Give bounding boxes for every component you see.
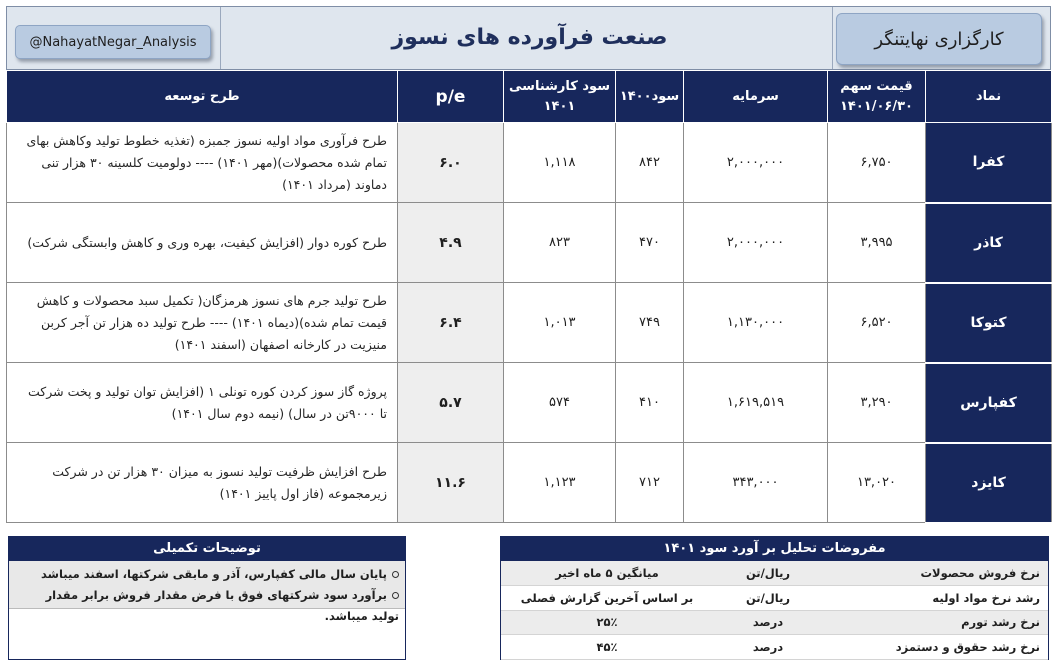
cell-expert-profit1401: ۵۷۴ (504, 363, 616, 443)
cell-expansion: طرح فرآوری مواد اولیه نسوز جمبزه (تغذیه خطوط تولید وکاهش بهای تمام شده محصولات)(مهر ۱۴۰۱) ---- دولومیت کلسینه ۳۰ هزار تنی دماوند (مرداد ۱۴۰۱) (7, 123, 398, 203)
cell-pe: ۴.۹ (398, 203, 504, 283)
assumption-unit: درصد (713, 610, 823, 635)
cell-profit1400: ۴۱۰ (616, 363, 684, 443)
cell-capital: ۲,۰۰۰,۰۰۰ (684, 203, 828, 283)
assumption-key: نرخ رشد حقوق و دستمزد (823, 635, 1048, 660)
assumption-key: نرخ رشد تورم (823, 610, 1048, 635)
cell-expansion: طرح افزایش ظرفیت تولید نسوز به میزان ۳۰ هزار تن در شرکت زیرمجموعه (فاز اول پاییز ۱۴۰۱) (7, 443, 398, 523)
notes-body (9, 561, 405, 623)
cell-expansion: طرح تولید جرم های نسوز هرمزگان( تکمیل سبد محصولات و کاهش قیمت تمام شده)(دیماه ۱۴۰۱) ---- طرح تولید ده هزار تن آجر کربن منیزیت در کارخانه اصفهان (اسفند ۱۴۰۱) (7, 283, 398, 363)
cell-pe: ۱۱.۶ (398, 443, 504, 523)
cell-price: ۱۳,۰۲۰ (828, 443, 926, 523)
table-row (7, 283, 1052, 363)
cell-symbol: کفپارس (926, 363, 1052, 443)
cell-symbol: کایزد (926, 443, 1052, 523)
cell-profit1400: ۷۱۲ (616, 443, 684, 523)
assumption-row (501, 586, 1048, 611)
bullet-icon (392, 592, 399, 599)
note-text: پایان سال مالی کفپارس، آذر و مابقی شرکتها، اسفند میباشد (41, 567, 387, 581)
bullet-icon (392, 571, 399, 578)
cell-expansion: پروژه گاز سوز کردن کوره تونلی ۱ (افزایش توان تولید و پخت شرکت تا ۹۰۰۰تن در سال) (نیمه دوم سال ۱۴۰۱) (7, 363, 398, 443)
cell-profit1400: ۴۷۰ (616, 203, 684, 283)
assumption-value: میانگین ۵ ماه اخیر (501, 561, 713, 586)
cell-profit1400: ۸۴۲ (616, 123, 684, 203)
cell-expert-profit1401: ۱,۱۲۳ (504, 443, 616, 523)
twitter-handle-badge (15, 25, 211, 59)
cell-profit1400: ۷۴۹ (616, 283, 684, 363)
assumption-key: نرخ فروش محصولات (823, 561, 1048, 586)
col-header-capital: سرمایه (684, 71, 828, 123)
table-row (7, 443, 1052, 523)
cell-price: ۶,۷۵۰ (828, 123, 926, 203)
table-row (7, 123, 1052, 203)
assumption-value: بر اساس آخرین گزارش فصلی (501, 586, 713, 611)
cell-price: ۶,۵۲۰ (828, 283, 926, 363)
assumption-unit: درصد (713, 635, 823, 660)
header-divider (832, 7, 833, 69)
assumptions-panel (500, 536, 1049, 660)
cell-pe: ۶.۴ (398, 283, 504, 363)
col-header-price: قیمت سهم ۱۴۰۱/۰۶/۳۰ (828, 71, 926, 123)
note-item (9, 564, 405, 585)
page-title: صنعت فرآورده های نسوز (391, 25, 668, 50)
cell-pe: ۶.۰ (398, 123, 504, 203)
assumption-row (501, 635, 1048, 660)
assumption-unit: ریال/تن (713, 561, 823, 586)
cell-symbol: کفرا (926, 123, 1052, 203)
cell-capital: ۳۴۳,۰۰۰ (684, 443, 828, 523)
cell-pe: ۵.۷ (398, 363, 504, 443)
assumption-row (501, 610, 1048, 635)
table-row (7, 363, 1052, 443)
assumption-value: ۲۵٪ (501, 610, 713, 635)
notes-title: توضیحات تکمیلی (9, 537, 405, 561)
companies-table (6, 70, 1052, 524)
cell-capital: ۱,۶۱۹,۵۱۹ (684, 363, 828, 443)
note-item (9, 585, 405, 627)
header-divider (220, 7, 221, 69)
col-header-expansion: طرح توسعه (7, 71, 398, 123)
assumption-value: ۴۵٪ (501, 635, 713, 660)
cell-expert-profit1401: ۱,۱۱۸ (504, 123, 616, 203)
cell-price: ۳,۹۹۵ (828, 203, 926, 283)
col-header-pe: p/e (398, 71, 504, 123)
col-header-expert-profit1401: سود کارشناسی ۱۴۰۱ (504, 71, 616, 123)
cell-expert-profit1401: ۸۲۳ (504, 203, 616, 283)
brand-name: کارگزاری نهایتنگر (874, 29, 1004, 50)
assumptions-title: مفروضات تحلیل بر آورد سود ۱۴۰۱ (501, 537, 1048, 561)
brand-badge (836, 13, 1042, 65)
assumption-unit: ریال/تن (713, 586, 823, 611)
cell-capital: ۲,۰۰۰,۰۰۰ (684, 123, 828, 203)
cell-expert-profit1401: ۱,۰۱۳ (504, 283, 616, 363)
cell-capital: ۱,۱۳۰,۰۰۰ (684, 283, 828, 363)
cell-symbol: کتوکا (926, 283, 1052, 363)
cell-price: ۳,۲۹۰ (828, 363, 926, 443)
table-row (7, 203, 1052, 283)
assumptions-table (501, 561, 1048, 660)
assumption-key: رشد نرخ مواد اولیه (823, 586, 1048, 611)
note-text: برآورد سود شرکتهای فوق با فرض مقدار فروش برابر مقدار تولید میباشد. (45, 588, 399, 623)
table-header-row (7, 71, 1052, 123)
assumption-row (501, 561, 1048, 586)
cell-symbol: کاذر (926, 203, 1052, 283)
col-header-profit1400: سود۱۴۰۰ (616, 71, 684, 123)
col-header-symbol: نماد (926, 71, 1052, 123)
cell-expansion: طرح کوره دوار (افزایش کیفیت، بهره وری و کاهش وابستگی شرکت) (7, 203, 398, 283)
supplementary-notes-panel (8, 536, 406, 660)
twitter-handle: @NahayatNegar_Analysis (29, 35, 197, 50)
report-header (6, 6, 1051, 70)
